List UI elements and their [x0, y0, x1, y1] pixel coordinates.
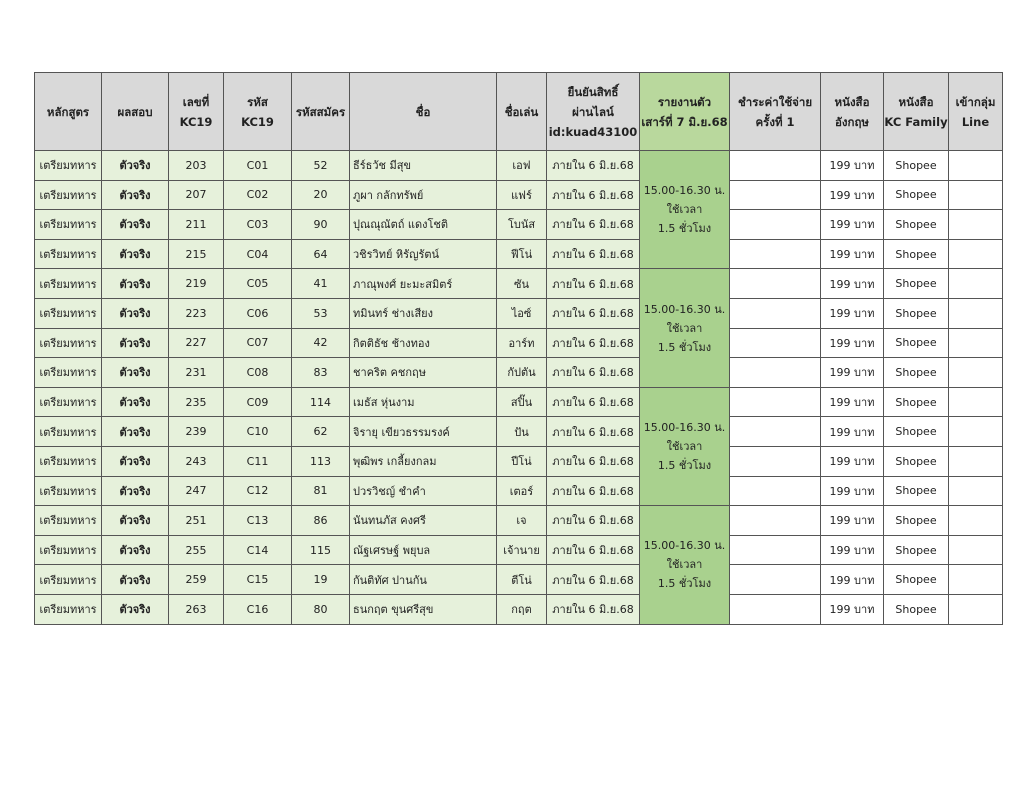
cell-applicant-code: 80: [292, 594, 350, 624]
cell-report-session: [640, 269, 730, 387]
cell-result: ตัวจริง: [102, 269, 169, 299]
cell-course: เตรียมทหาร: [35, 417, 102, 447]
cell-kc-book: Shopee: [884, 535, 949, 565]
cell-confirm: ภายใน 6 มิ.ย.68: [547, 358, 640, 388]
cell-confirm: ภายใน 6 มิ.ย.68: [547, 387, 640, 417]
cell-confirm: ภายใน 6 มิ.ย.68: [547, 151, 640, 181]
cell-english-book: 199 บาท: [821, 565, 884, 595]
cell-result: ตัวจริง: [102, 594, 169, 624]
cell-number: 203: [169, 151, 224, 181]
table-row: [35, 298, 1003, 328]
cell-result: ตัวจริง: [102, 417, 169, 447]
cell-nickname: ตีโน่: [497, 565, 547, 595]
cell-payment: [730, 358, 821, 388]
cell-report-session: [640, 387, 730, 505]
cell-name: ธีร์ธวัช มีสุข: [350, 151, 497, 181]
session-line: 15.00-16.30 น.: [643, 539, 726, 553]
cell-applicant-code: 20: [292, 180, 350, 210]
cell-applicant-code: 42: [292, 328, 350, 358]
cell-name: ภาณุพงศ์ ยะมะสมิตร์: [350, 269, 497, 299]
cell-english-book: 199 บาท: [821, 210, 884, 240]
cell-line-group: [949, 594, 1003, 624]
cell-kc-book: Shopee: [884, 298, 949, 328]
session-line: ใช้เวลา: [666, 558, 703, 572]
cell-english-book: 199 บาท: [821, 298, 884, 328]
cell-kc-book: Shopee: [884, 358, 949, 388]
cell-report-session: [640, 151, 730, 269]
cell-result: ตัวจริง: [102, 298, 169, 328]
cell-kc-book: Shopee: [884, 565, 949, 595]
cell-course: เตรียมทหาร: [35, 594, 102, 624]
cell-english-book: 199 บาท: [821, 269, 884, 299]
cell-code: C13: [224, 506, 292, 536]
cell-number: 263: [169, 594, 224, 624]
header-kc-book: หนังสือ KC Family: [884, 73, 949, 151]
cell-line-group: [949, 239, 1003, 269]
cell-name: ชาคริต คชกฤษ: [350, 358, 497, 388]
cell-result: ตัวจริง: [102, 210, 169, 240]
header-result: ผลสอบ: [102, 73, 169, 151]
cell-applicant-code: 41: [292, 269, 350, 299]
cell-applicant-code: 64: [292, 239, 350, 269]
cell-code: C16: [224, 594, 292, 624]
table-row: [35, 476, 1003, 506]
cell-line-group: [949, 446, 1003, 476]
cell-line-group: [949, 210, 1003, 240]
cell-code: C12: [224, 476, 292, 506]
header-course: หลักสูตร: [35, 73, 102, 151]
table-row: [35, 417, 1003, 447]
cell-payment: [730, 535, 821, 565]
header-number: เลขที่ KC19: [169, 73, 224, 151]
cell-kc-book: Shopee: [884, 180, 949, 210]
session-line: 1.5 ชั่วโมง: [657, 222, 712, 236]
cell-confirm: ภายใน 6 มิ.ย.68: [547, 476, 640, 506]
cell-number: 227: [169, 328, 224, 358]
cell-english-book: 199 บาท: [821, 506, 884, 536]
cell-confirm: ภายใน 6 มิ.ย.68: [547, 535, 640, 565]
cell-course: เตรียมทหาร: [35, 269, 102, 299]
cell-payment: [730, 446, 821, 476]
table-row: [35, 239, 1003, 269]
cell-name: จิรายุ เขียวธรรมรงค์: [350, 417, 497, 447]
session-line: 1.5 ชั่วโมง: [657, 458, 712, 472]
cell-nickname: กฤต: [497, 594, 547, 624]
cell-line-group: [949, 269, 1003, 299]
cell-confirm: ภายใน 6 มิ.ย.68: [547, 269, 640, 299]
cell-code: C14: [224, 535, 292, 565]
session-line: ใช้เวลา: [666, 203, 703, 217]
cell-english-book: 199 บาท: [821, 387, 884, 417]
cell-nickname: ซัน: [497, 269, 547, 299]
cell-name: วชิรวิทย์ หิรัญรัตน์: [350, 239, 497, 269]
cell-number: 239: [169, 417, 224, 447]
cell-confirm: ภายใน 6 มิ.ย.68: [547, 298, 640, 328]
cell-kc-book: Shopee: [884, 151, 949, 181]
session-line: 15.00-16.30 น.: [643, 184, 726, 198]
cell-payment: [730, 239, 821, 269]
cell-result: ตัวจริง: [102, 151, 169, 181]
table-row: [35, 358, 1003, 388]
cell-payment: [730, 506, 821, 536]
cell-nickname: อาร์ท: [497, 328, 547, 358]
cell-applicant-code: 113: [292, 446, 350, 476]
header-report: รายงานตัว เสาร์ที่ 7 มิ.ย.68: [640, 73, 730, 151]
cell-kc-book: Shopee: [884, 269, 949, 299]
header-line-group: เข้ากลุ่ม Line: [949, 73, 1003, 151]
cell-nickname: โบนัส: [497, 210, 547, 240]
cell-number: 215: [169, 239, 224, 269]
table-row: [35, 328, 1003, 358]
cell-result: ตัวจริง: [102, 180, 169, 210]
cell-confirm: ภายใน 6 มิ.ย.68: [547, 506, 640, 536]
cell-nickname: ไอซ์: [497, 298, 547, 328]
header-name: ชื่อ: [350, 73, 497, 151]
cell-course: เตรียมทหาร: [35, 328, 102, 358]
cell-line-group: [949, 565, 1003, 595]
cell-name: ภูผา กลักทรัพย์: [350, 180, 497, 210]
cell-applicant-code: 62: [292, 417, 350, 447]
cell-line-group: [949, 506, 1003, 536]
cell-english-book: 199 บาท: [821, 358, 884, 388]
cell-english-book: 199 บาท: [821, 151, 884, 181]
cell-payment: [730, 269, 821, 299]
cell-name: กิตติธัช ช้างทอง: [350, 328, 497, 358]
table-row: [35, 565, 1003, 595]
cell-line-group: [949, 358, 1003, 388]
cell-name: นันทนภัส คงศรี: [350, 506, 497, 536]
header-applicant-code: รหัสสมัคร: [292, 73, 350, 151]
cell-kc-book: Shopee: [884, 239, 949, 269]
cell-name: ปวรวิชญ์ ชำคำ: [350, 476, 497, 506]
cell-course: เตรียมทหาร: [35, 298, 102, 328]
cell-nickname: แฟร์: [497, 180, 547, 210]
cell-kc-book: Shopee: [884, 417, 949, 447]
cell-number: 211: [169, 210, 224, 240]
cell-confirm: ภายใน 6 มิ.ย.68: [547, 417, 640, 447]
cell-report-session: [640, 506, 730, 624]
cell-course: เตรียมทหาร: [35, 358, 102, 388]
cell-applicant-code: 52: [292, 151, 350, 181]
cell-nickname: กัปตัน: [497, 358, 547, 388]
cell-kc-book: Shopee: [884, 476, 949, 506]
session-line: 1.5 ชั่วโมง: [657, 340, 712, 354]
cell-applicant-code: 19: [292, 565, 350, 595]
table-body: [35, 151, 1003, 625]
cell-name: ณัฐเศรษฐ์ พยุบล: [350, 535, 497, 565]
cell-course: เตรียมทหาร: [35, 535, 102, 565]
cell-course: เตรียมทหาร: [35, 239, 102, 269]
cell-applicant-code: 81: [292, 476, 350, 506]
cell-english-book: 199 บาท: [821, 446, 884, 476]
cell-result: ตัวจริง: [102, 387, 169, 417]
session-line: ใช้เวลา: [666, 439, 703, 453]
cell-result: ตัวจริง: [102, 358, 169, 388]
cell-result: ตัวจริง: [102, 565, 169, 595]
cell-name: ปุณณุณัตถ์ แดงโชติ: [350, 210, 497, 240]
session-line: 15.00-16.30 น.: [643, 302, 726, 316]
student-table: [34, 72, 1003, 625]
cell-number: 243: [169, 446, 224, 476]
header-nickname: ชื่อเล่น: [497, 73, 547, 151]
cell-number: 247: [169, 476, 224, 506]
cell-number: 219: [169, 269, 224, 299]
cell-result: ตัวจริง: [102, 535, 169, 565]
cell-nickname: ปีโน่: [497, 446, 547, 476]
cell-payment: [730, 387, 821, 417]
cell-payment: [730, 328, 821, 358]
cell-course: เตรียมทหาร: [35, 476, 102, 506]
cell-applicant-code: 83: [292, 358, 350, 388]
cell-english-book: 199 บาท: [821, 535, 884, 565]
cell-english-book: 199 บาท: [821, 476, 884, 506]
cell-nickname: เตอร์: [497, 476, 547, 506]
header-english-book: หนังสือ อังกฤษ: [821, 73, 884, 151]
table-row: [35, 180, 1003, 210]
cell-line-group: [949, 151, 1003, 181]
table-row: [35, 446, 1003, 476]
cell-payment: [730, 417, 821, 447]
cell-course: เตรียมทหาร: [35, 446, 102, 476]
cell-nickname: ปัน: [497, 417, 547, 447]
cell-name: กันติทัศ ปานกัน: [350, 565, 497, 595]
cell-result: ตัวจริง: [102, 446, 169, 476]
cell-kc-book: Shopee: [884, 506, 949, 536]
cell-payment: [730, 180, 821, 210]
cell-english-book: 199 บาท: [821, 328, 884, 358]
cell-applicant-code: 114: [292, 387, 350, 417]
cell-name: พุฒิพร เกลี้ยงกลม: [350, 446, 497, 476]
cell-result: ตัวจริง: [102, 239, 169, 269]
cell-kc-book: Shopee: [884, 594, 949, 624]
cell-course: เตรียมทหาร: [35, 387, 102, 417]
cell-payment: [730, 151, 821, 181]
cell-code: C05: [224, 269, 292, 299]
cell-nickname: สปิ๊น: [497, 387, 547, 417]
cell-course: เตรียมทหาร: [35, 151, 102, 181]
cell-confirm: ภายใน 6 มิ.ย.68: [547, 180, 640, 210]
table-row: [35, 269, 1003, 299]
cell-course: เตรียมทหาร: [35, 210, 102, 240]
cell-code: C10: [224, 417, 292, 447]
cell-number: 207: [169, 180, 224, 210]
cell-payment: [730, 476, 821, 506]
cell-name: เมธัส หุ่นงาม: [350, 387, 497, 417]
cell-result: ตัวจริง: [102, 328, 169, 358]
header-row: [35, 73, 1003, 151]
cell-kc-book: Shopee: [884, 446, 949, 476]
cell-line-group: [949, 180, 1003, 210]
cell-number: 223: [169, 298, 224, 328]
table-row: [35, 535, 1003, 565]
cell-line-group: [949, 417, 1003, 447]
cell-line-group: [949, 328, 1003, 358]
cell-course: เตรียมทหาร: [35, 506, 102, 536]
session-line: ใช้เวลา: [666, 321, 703, 335]
cell-english-book: 199 บาท: [821, 594, 884, 624]
cell-nickname: เจ: [497, 506, 547, 536]
cell-line-group: [949, 298, 1003, 328]
cell-confirm: ภายใน 6 มิ.ย.68: [547, 239, 640, 269]
cell-payment: [730, 298, 821, 328]
session-line: 1.5 ชั่วโมง: [657, 577, 712, 591]
cell-code: C15: [224, 565, 292, 595]
cell-nickname: ฟีโน่: [497, 239, 547, 269]
cell-confirm: ภายใน 6 มิ.ย.68: [547, 594, 640, 624]
cell-confirm: ภายใน 6 มิ.ย.68: [547, 328, 640, 358]
cell-kc-book: Shopee: [884, 210, 949, 240]
cell-line-group: [949, 387, 1003, 417]
session-line: 15.00-16.30 น.: [643, 420, 726, 434]
table-row: [35, 210, 1003, 240]
cell-english-book: 199 บาท: [821, 417, 884, 447]
cell-code: C08: [224, 358, 292, 388]
cell-result: ตัวจริง: [102, 506, 169, 536]
cell-confirm: ภายใน 6 มิ.ย.68: [547, 210, 640, 240]
cell-line-group: [949, 476, 1003, 506]
table-row: [35, 387, 1003, 417]
cell-applicant-code: 86: [292, 506, 350, 536]
cell-code: C04: [224, 239, 292, 269]
cell-kc-book: Shopee: [884, 387, 949, 417]
cell-payment: [730, 565, 821, 595]
cell-code: C02: [224, 180, 292, 210]
header-confirm: ยืนยันสิทธิ์ ผ่านไลน์ id:kuad43100: [547, 73, 640, 151]
table-row: [35, 506, 1003, 536]
cell-course: เตรียมทหาร: [35, 180, 102, 210]
table-row: [35, 151, 1003, 181]
header-code: รหัส KC19: [224, 73, 292, 151]
cell-code: C11: [224, 446, 292, 476]
cell-english-book: 199 บาท: [821, 239, 884, 269]
cell-payment: [730, 210, 821, 240]
cell-course: เตรียมทหาร: [35, 565, 102, 595]
cell-number: 235: [169, 387, 224, 417]
cell-confirm: ภายใน 6 มิ.ย.68: [547, 565, 640, 595]
cell-code: C01: [224, 151, 292, 181]
cell-nickname: เจ้านาย: [497, 535, 547, 565]
table-row: [35, 594, 1003, 624]
cell-number: 255: [169, 535, 224, 565]
cell-result: ตัวจริง: [102, 476, 169, 506]
header-payment: ชำระค่าใช้จ่าย ครั้งที่ 1: [730, 73, 821, 151]
cell-kc-book: Shopee: [884, 328, 949, 358]
cell-line-group: [949, 535, 1003, 565]
cell-applicant-code: 115: [292, 535, 350, 565]
cell-applicant-code: 90: [292, 210, 350, 240]
cell-payment: [730, 594, 821, 624]
cell-code: C03: [224, 210, 292, 240]
cell-applicant-code: 53: [292, 298, 350, 328]
cell-number: 259: [169, 565, 224, 595]
cell-english-book: 199 บาท: [821, 180, 884, 210]
cell-code: C07: [224, 328, 292, 358]
cell-name: ทมินทร์ ช่างเสียง: [350, 298, 497, 328]
cell-number: 251: [169, 506, 224, 536]
cell-number: 231: [169, 358, 224, 388]
cell-nickname: เอฟ: [497, 151, 547, 181]
cell-name: ธนกฤต ขุนศรีสุข: [350, 594, 497, 624]
cell-confirm: ภายใน 6 มิ.ย.68: [547, 446, 640, 476]
cell-code: C06: [224, 298, 292, 328]
cell-code: C09: [224, 387, 292, 417]
